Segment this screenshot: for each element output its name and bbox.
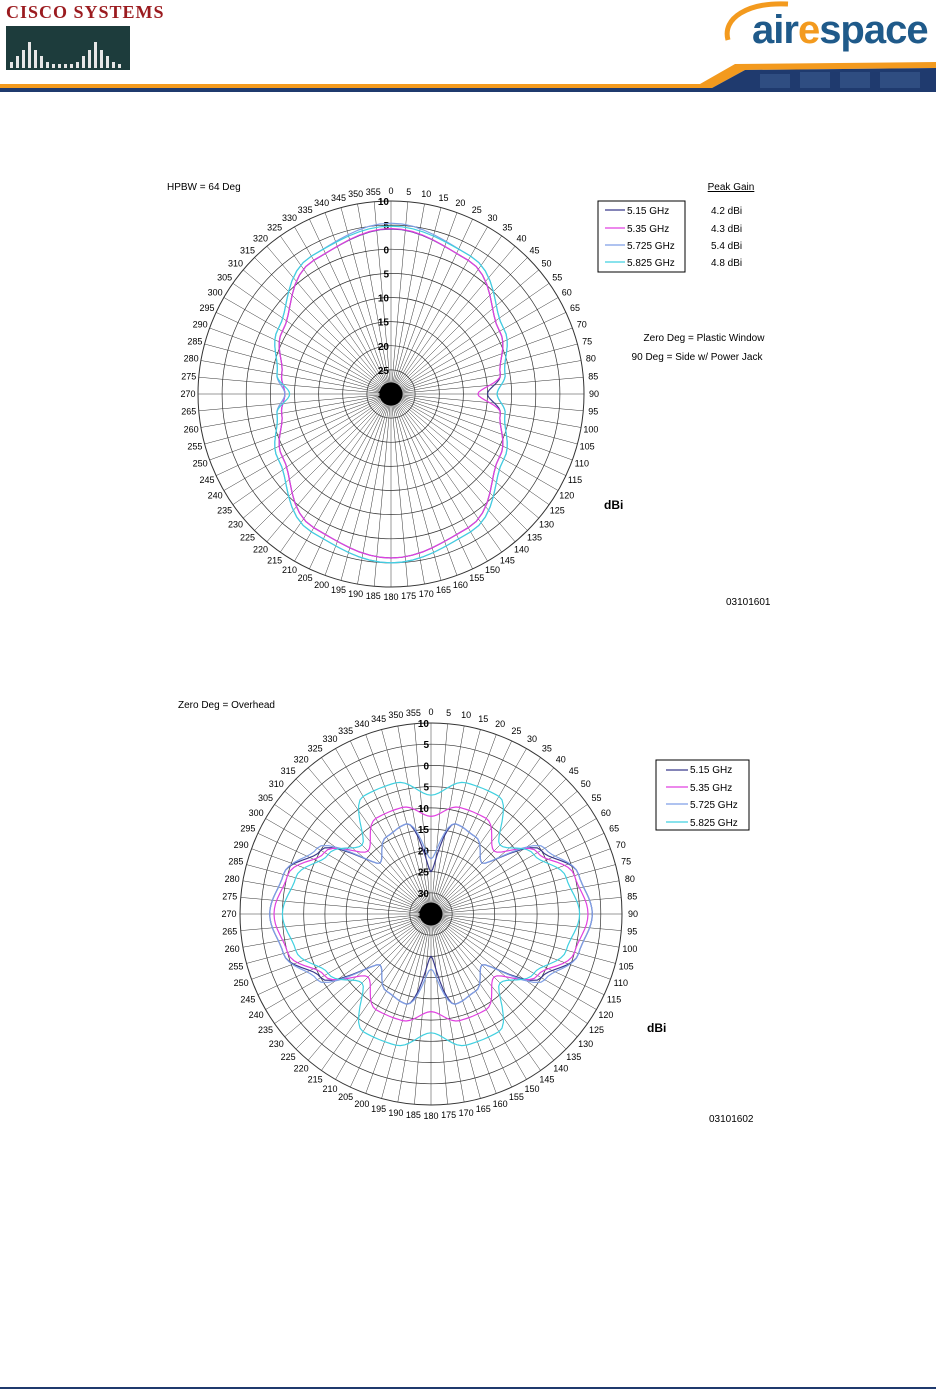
angle-tick-label: 105: [618, 961, 634, 972]
angle-tick-label: 355: [405, 707, 421, 718]
unit-label: dBi: [604, 498, 624, 512]
angle-tick-label: 285: [228, 856, 244, 867]
legend-label: 5.725 GHz: [627, 241, 675, 252]
grid-spoke: [431, 865, 616, 914]
angle-tick-label: 250: [192, 458, 208, 469]
orientation-note: 90 Deg = Side w/ Power Jack: [631, 352, 763, 363]
legend-label: 5.15 GHz: [690, 765, 733, 776]
angle-tick-label: 65: [609, 823, 620, 834]
angle-tick-label: 15: [438, 192, 449, 203]
radial-tick-label: 35: [417, 910, 429, 921]
angle-tick-label: 160: [452, 579, 468, 590]
grid-spoke: [325, 394, 391, 575]
angle-tick-label: 185: [365, 591, 381, 602]
angle-tick-label: 215: [267, 555, 283, 566]
radial-tick-label: 25: [417, 867, 429, 879]
angle-tick-label: 75: [621, 856, 632, 867]
angle-tick-label: 60: [600, 808, 611, 818]
figure-id: 03101602: [709, 1114, 754, 1125]
angle-tick-label: 355: [365, 186, 381, 197]
grid-spoke: [205, 341, 391, 394]
angle-tick-label: 150: [524, 1083, 540, 1094]
angle-tick-label: 195: [371, 1104, 387, 1115]
angle-tick-label: 350: [388, 710, 404, 721]
radial-tick-label: 10: [377, 197, 389, 208]
angle-tick-label: 105: [579, 441, 595, 452]
angle-tick-label: 240: [248, 1010, 264, 1020]
grid-spoke: [431, 914, 480, 1099]
angle-tick-label: 245: [199, 474, 215, 485]
angle-tick-label: 180: [423, 1111, 439, 1121]
grid-spoke: [414, 914, 431, 1104]
radial-tick-label: 25: [377, 365, 389, 377]
figure-id: 03101601: [726, 597, 771, 608]
angle-tick-label: 345: [371, 713, 387, 724]
polar-grid-2: [240, 723, 622, 1105]
angle-tick-label: 335: [297, 205, 313, 215]
angle-tick-label: 270: [180, 389, 196, 399]
angle-tick-label: 130: [578, 1038, 594, 1049]
grid-spoke: [391, 328, 572, 394]
grid-spoke: [241, 914, 431, 931]
angle-tick-label: 20: [455, 198, 466, 209]
angle-tick-label: 35: [502, 222, 513, 233]
legend-1: [598, 201, 685, 272]
legend-label: 5.825 GHz: [627, 258, 675, 269]
angle-tick-label: 90: [627, 909, 639, 919]
radial-tick-label: 5: [423, 740, 429, 752]
angle-tick-label: 135: [566, 1051, 582, 1062]
angle-tick-label: 220: [293, 1063, 309, 1074]
angle-tick-label: 160: [492, 1098, 508, 1109]
angle-tick-label: 15: [478, 713, 489, 724]
angle-tick-label: 250: [233, 978, 249, 989]
radial-tick-label: 10: [377, 293, 389, 305]
angle-tick-label: 185: [405, 1110, 421, 1121]
angle-tick-label: 115: [567, 474, 583, 485]
angle-tick-label: 170: [458, 1107, 474, 1118]
radial-tick-label: 10: [417, 719, 429, 730]
angle-tick-label: 295: [240, 823, 256, 834]
angle-tick-label: 95: [627, 926, 638, 937]
radial-tick-label: 20: [377, 341, 389, 353]
angle-tick-label: 205: [338, 1092, 354, 1103]
angle-tick-label: 255: [228, 961, 244, 972]
angle-tick-label: 130: [538, 519, 555, 530]
angle-tick-label: 85: [627, 891, 638, 902]
angle-tick-label: 145: [539, 1074, 555, 1085]
angle-tick-label: 305: [257, 793, 274, 804]
grid-spoke: [431, 741, 512, 914]
angle-tick-label: 70: [576, 319, 587, 330]
grid-spoke: [391, 394, 577, 444]
angle-tick-label: 280: [183, 353, 199, 364]
angle-tick-label: 55: [591, 793, 602, 804]
angle-tick-label: 310: [268, 779, 284, 790]
radial-tick-label: 0: [423, 761, 429, 773]
angle-tick-label: 80: [624, 873, 635, 884]
grid-spoke: [205, 394, 391, 444]
grid-spoke: [431, 914, 448, 1104]
angle-tick-label: 145: [499, 555, 515, 566]
angle-tick-label: 95: [588, 406, 599, 417]
grid-spoke: [414, 724, 431, 914]
radial-tick-label: 15: [377, 317, 389, 329]
angle-tick-label: 325: [267, 222, 283, 233]
angle-tick-label: 315: [239, 245, 256, 256]
legend-label: 5.725 GHz: [690, 800, 738, 811]
angle-tick-label: 100: [622, 944, 638, 955]
angle-tick-label: 200: [314, 579, 330, 590]
angle-tick-label: 275: [222, 891, 238, 902]
angle-tick-label: 85: [588, 371, 599, 382]
angle-tick-label: 270: [221, 909, 237, 919]
peak-gain-value: 4.2 dBi: [711, 206, 743, 217]
angle-tick-label: 0: [428, 707, 434, 717]
grid-spoke: [210, 328, 391, 394]
angle-tick-label: 200: [354, 1098, 370, 1109]
angle-tick-label: 165: [435, 585, 452, 596]
radial-tick-label: 15: [417, 825, 429, 837]
angle-tick-label: 20: [495, 719, 506, 730]
angle-tick-label: 345: [330, 192, 347, 203]
peak-gain-value: 4.3 dBi: [711, 224, 743, 235]
angle-tick-label: 215: [307, 1074, 323, 1085]
angle-tick-label: 30: [487, 213, 498, 224]
grid-spoke: [431, 914, 512, 1087]
angle-tick-label: 175: [401, 591, 417, 602]
angle-tick-label: 310: [227, 258, 244, 269]
angle-tick-label: 120: [559, 490, 575, 501]
angle-tick-label: 350: [348, 189, 364, 200]
peak-gain-value: 5.4 dBi: [711, 241, 743, 252]
angle-tick-label: 170: [418, 588, 434, 599]
angle-tick-label: 235: [257, 1024, 274, 1035]
angle-tick-label: 300: [248, 808, 264, 818]
angle-tick-label: 155: [508, 1092, 524, 1103]
angle-tick-label: 255: [187, 441, 203, 452]
grid-spoke: [391, 344, 577, 394]
angle-tick-label: 305: [217, 272, 233, 283]
angle-tick-label: 340: [354, 719, 370, 730]
grid-spoke: [431, 897, 621, 914]
radial-tick-label: 30: [417, 888, 429, 900]
angle-tick-label: 150: [484, 564, 501, 575]
polar-plot-1: [0, 160, 936, 620]
angle-tick-label: 40: [555, 754, 566, 765]
angle-tick-label: 225: [239, 532, 256, 543]
legend-label: 5.35 GHz: [627, 224, 670, 235]
orientation-note: Zero Deg = Plastic Window: [643, 333, 765, 344]
angle-tick-label: 25: [511, 725, 522, 736]
angle-tick-label: 165: [475, 1104, 491, 1115]
angle-tick-label: 110: [574, 458, 589, 469]
angle-tick-label: 140: [553, 1063, 569, 1074]
angle-tick-label: 45: [568, 766, 579, 777]
angle-tick-label: 120: [598, 1010, 614, 1020]
angle-tick-label: 290: [192, 319, 208, 330]
angle-tick-label: 40: [516, 233, 527, 244]
angle-tick-label: 30: [526, 734, 538, 745]
grid-spoke: [431, 730, 480, 915]
angle-tick-label: 240: [207, 490, 223, 501]
grid-spoke: [391, 394, 572, 460]
angle-tick-label: 300: [207, 287, 223, 298]
angle-tick-label: 10: [421, 189, 432, 200]
angle-tick-label: 190: [388, 1107, 404, 1118]
angle-tick-label: 60: [561, 287, 572, 298]
angle-tick-label: 275: [181, 371, 197, 382]
grid-spoke: [382, 914, 431, 1099]
grid-spoke: [382, 730, 431, 915]
radial-tick-label: 30: [377, 390, 389, 401]
angle-tick-label: 50: [580, 779, 591, 790]
grid-spoke: [431, 914, 616, 963]
angle-tick-label: 45: [529, 245, 540, 256]
peak-gain-value: 4.8 dBi: [711, 258, 743, 269]
angle-tick-label: 175: [441, 1110, 457, 1121]
angle-tick-label: 330: [322, 734, 338, 745]
angle-tick-label: 340: [314, 198, 330, 209]
radial-tick-label: 5: [383, 221, 389, 233]
grid-spoke: [431, 914, 621, 931]
angle-tick-label: 5: [406, 186, 412, 197]
angle-tick-label: 280: [224, 873, 240, 884]
angle-tick-label: 65: [569, 303, 581, 314]
radial-tick-label: 5: [423, 782, 429, 794]
angle-tick-label: 320: [252, 233, 269, 244]
grid-spoke: [210, 394, 391, 460]
angle-tick-label: 35: [541, 743, 552, 754]
radial-tick-label: 0: [383, 245, 389, 257]
angle-tick-label: 265: [181, 406, 197, 417]
angle-tick-label: 210: [281, 564, 298, 575]
legend-label: 5.15 GHz: [627, 206, 670, 217]
legend-label: 5.825 GHz: [690, 818, 738, 829]
angle-tick-label: 5: [446, 707, 452, 718]
angle-tick-label: 225: [280, 1051, 296, 1062]
angle-tick-label: 90: [588, 389, 600, 399]
header-band: [0, 62, 936, 92]
angle-tick-label: 125: [549, 505, 565, 516]
grid-spoke: [241, 897, 431, 914]
polar-grid-1: [198, 201, 584, 587]
angle-tick-label: 75: [582, 336, 593, 347]
legend-title: Peak Gain: [707, 182, 755, 193]
angle-tick-label: 230: [227, 519, 244, 530]
radial-tick-label: 20: [417, 846, 429, 858]
angle-tick-label: 230: [268, 1038, 284, 1049]
orientation-note: Zero Deg = Overhead: [178, 700, 275, 711]
angle-tick-label: 285: [187, 336, 203, 347]
radial-tick-label: 10: [417, 803, 429, 815]
grid-spoke: [247, 865, 432, 914]
angle-tick-label: 10: [461, 710, 472, 721]
angle-tick-label: 325: [307, 743, 323, 754]
cisco-systems-logo: CISCO SYSTEMS: [6, 2, 131, 70]
angle-tick-label: 135: [526, 532, 543, 543]
angle-tick-label: 115: [606, 994, 622, 1005]
angle-tick-label: 320: [293, 754, 309, 765]
angle-tick-label: 205: [297, 573, 313, 583]
unit-label: dBi: [647, 1021, 667, 1035]
radial-labels-2: [418, 719, 430, 921]
grid-spoke: [391, 394, 457, 575]
angle-tick-label: 195: [330, 585, 347, 596]
angle-tick-label: 155: [469, 573, 485, 583]
grid-spoke: [247, 914, 432, 963]
angle-tick-label: 180: [383, 592, 399, 602]
angle-tick-label: 290: [233, 839, 249, 850]
radial-tick-label: 5: [383, 269, 389, 281]
angle-tick-label: 260: [224, 944, 240, 955]
legend-2: [656, 760, 749, 830]
angle-tick-label: 260: [183, 424, 199, 435]
grid-spoke: [391, 213, 457, 394]
radial-labels-1: [378, 197, 390, 401]
angle-tick-label: 125: [588, 1024, 605, 1035]
polar-plot-2: [0, 690, 936, 1140]
angle-tick-label: 315: [280, 766, 296, 777]
angle-tick-label: 110: [613, 978, 628, 989]
angle-tick-label: 265: [222, 926, 238, 937]
legend-label: 5.35 GHz: [690, 783, 733, 794]
angle-tick-label: 25: [471, 205, 482, 215]
angle-tick-label: 80: [585, 353, 596, 364]
angle-tick-label: 50: [541, 258, 552, 269]
grid-spoke: [431, 724, 448, 914]
angle-tick-label: 100: [583, 424, 599, 435]
angle-tick-label: 220: [252, 544, 269, 555]
angle-tick-label: 190: [348, 588, 364, 599]
angle-tick-label: 235: [217, 505, 233, 516]
footer-rule: [0, 1387, 936, 1389]
angle-tick-label: 55: [552, 272, 563, 283]
angle-tick-label: 295: [199, 303, 215, 314]
angle-tick-label: 330: [281, 213, 298, 224]
angle-tick-label: 140: [513, 544, 530, 555]
grid-spoke: [350, 914, 431, 1087]
angle-tick-label: 0: [388, 186, 394, 196]
angle-tick-label: 70: [615, 839, 626, 850]
hpbw-note: HPBW = 64 Deg: [167, 182, 241, 193]
angle-tick-label: 210: [322, 1083, 338, 1094]
airespace-logo: airespace: [718, 0, 936, 62]
angle-tick-label: 245: [240, 994, 256, 1005]
page-header: [0, 0, 936, 92]
angle-tick-label: 335: [338, 725, 354, 736]
